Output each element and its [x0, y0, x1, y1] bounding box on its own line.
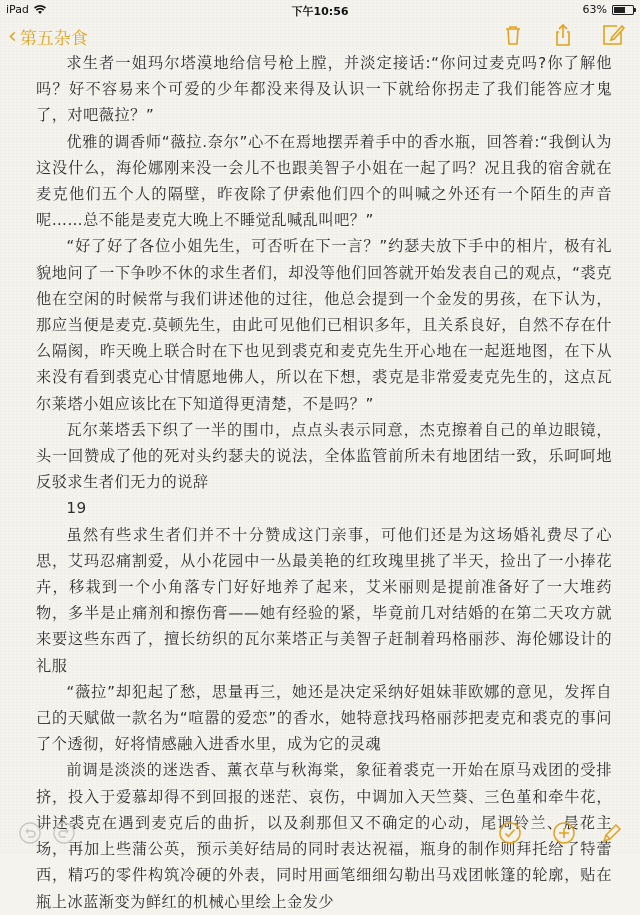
- redo-icon[interactable]: [52, 821, 76, 845]
- share-icon[interactable]: [550, 22, 576, 48]
- battery-percent: 63%: [582, 3, 607, 16]
- note-body[interactable]: [36, 50, 612, 915]
- device-label: iPad: [6, 3, 29, 16]
- paragraph: 瓦尔莱塔丢下织了一半的围巾，点点头表示同意，杰克擦着自己的单边眼镜，头一回赞成了他的死对头约瑟夫的说法，全体监管前所未有地团结一致，乐呵呵地反驳求生者们无力的说辞: [36, 420, 612, 492]
- paragraph: “薇拉”却犯起了愁，思量再三，她还是决定采纳好姐妹菲欧娜的意见，发挥自己的天赋做一款名为“喧嚣的爱恋”的香水，她特意找玛格丽莎把麦克和裘克的事问了个透彻，好将情感融入进香水里，成为它的灵魂: [36, 682, 612, 754]
- sketch-icon[interactable]: [600, 821, 624, 845]
- status-bar: [0, 0, 640, 20]
- paragraph: “好了好了各位小姐先生，可否听在下一言？”约瑟夫放下手中的相片，极有礼貌地问了一下争吵不休的求生者们，却没等他们回答就开始发表自己的观点，“裘克他在空闲的时候常与我们讲述他的过往，他总会提到一个金发的男孩，在下认为，那应当便是麦克.莫顿先生，由此可见他们已相识多年，且关系良好，自然不存在什么隔阂，昨天晚上联合时在下也见到裘克和麦克先生开心地在一起逛地图，在下从来没有看到裘克心甘情愿地佛人，所以在下想，裘克是非常爱麦克先生的，这点瓦尔莱塔小姐应该比在下知道得更清楚，不是吗？”: [36, 237, 612, 413]
- paragraph: 虽然有些求生者们并不十分赞成这门亲事，可他们还是为这场婚礼费尽了心思，艾玛忍痛割爱，从小花园中一丛最美艳的红玫瑰里挑了半天，捡出了一小捧花卉，移栽到一个小角落专门好好地养了起来，艾米丽则是提前准备好了一大堆药物，多半是止痛剂和擦伤膏——她有经验的紧，毕竟前几对结婚的在第二天攻方就来要这些东西了，擅长纺织的瓦尔莱塔正与美智子赶制着玛格丽莎、海伦娜设计的礼服: [36, 525, 612, 675]
- clock: 下午10:56: [291, 5, 349, 18]
- back-label: 第五杂食: [19, 29, 88, 49]
- battery-level: [614, 7, 625, 13]
- battery-icon: [612, 5, 634, 15]
- paragraph: 前调是淡淡的迷迭香、薰衣草与秋海棠，象征着裘克一开始在原马戏团的受排挤，投入于爱慕却得不到回报的迷茫、哀伤，中调加入天竺葵、三色堇和牵牛花，讲述裘克在遇到麦克后的曲折，以及刹那但又不确定的心动，尾调铃兰、晨花主场，再加上些蒲公英，预示美好结局的同时表达祝福，瓶身的制作则拜托给了特蕾西，精巧的零件构筑冷硬的外表，同时用画笔细细勾勒出马戏团帐篷的轮廓，贴在瓶上冰蓝渐变为鲜红的机械心里绘上金发少: [36, 761, 612, 911]
- back-button[interactable]: [8, 24, 88, 49]
- chevron-left-icon: ‹: [8, 23, 17, 49]
- compose-icon[interactable]: [600, 22, 626, 48]
- status-right: [583, 3, 634, 16]
- checklist-icon[interactable]: [498, 821, 522, 845]
- chapter-number: 19: [66, 499, 87, 518]
- bottom-toolbar: [0, 813, 640, 853]
- nav-actions: [500, 22, 626, 48]
- paragraph: 优雅的调香师“薇拉.奈尔”心不在焉地摆弄着手中的香水瓶，回答着:“我倒认为这没什么，海伦娜刚来没一会儿不也跟美智子小姐在一起了吗？况且我的宿舍就在麦克他们五个人的隔壁，昨夜除了伊索他们四个的叫喊之外还有一个陌生的声音呢……总不能是麦克大晚上不睡觉乱喊乱叫吧？”: [36, 132, 612, 230]
- trash-icon[interactable]: [500, 22, 526, 48]
- nav-bar: [0, 20, 640, 54]
- undo-icon[interactable]: [18, 821, 42, 845]
- paragraph: 求生者一姐玛尔塔漠地给信号枪上膛，并淡定接话:“你问过麦克吗?你了解他吗？好不容易来个可爱的少年都没来得及认识一下就给你拐走了我们能答应才鬼了，对吧薇拉？”: [36, 54, 612, 125]
- add-icon[interactable]: [552, 821, 576, 845]
